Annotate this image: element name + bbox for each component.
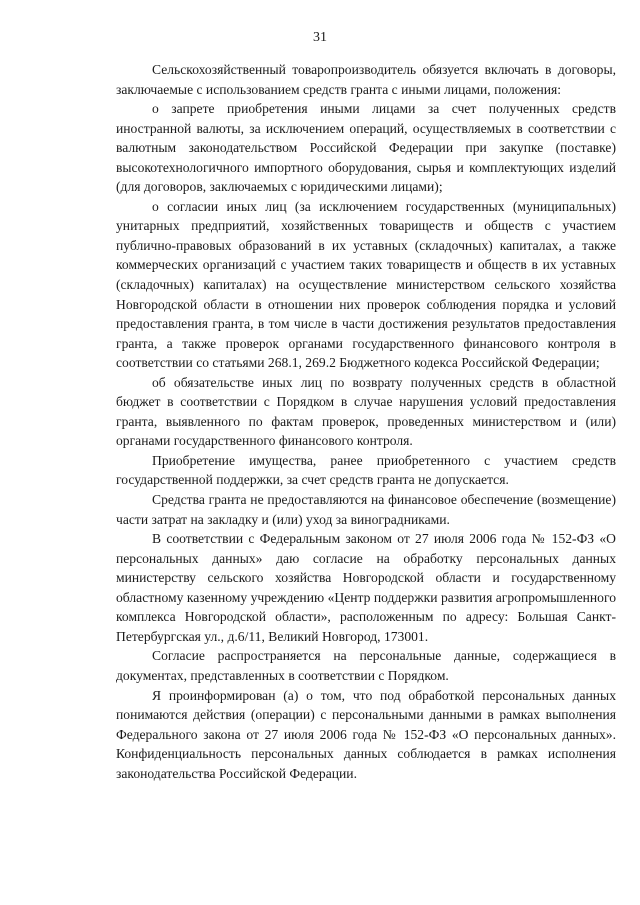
paragraph-vineyard-exclusion: Средства гранта не предоставляются на финансовое обеспечение (возмещение) части затрат на закладку и (или) уход за виноградниками. [116, 492, 616, 527]
paragraph-currency-ban: о запрете приобретения иными лицами за счет полученных средств иностранной валюты, за исключением операций, осуществляемых в соответствии с валютным законодательством Российской Федерации при закупке (поставке) высокотехнологичного импортного оборудования, сырья и комплектующих изделий (для договоров, заключаемых с юридическими лицами); [116, 101, 616, 195]
paragraph-informed-statement: Я проинформирован (а) о том, что под обработкой персональных данных понимаются действия (операции) с персональными данными в рамках выполнения Федерального закона от 27 июля 2006 года № 152-ФЗ «О персональных данных». Конфиденциальность персональных данных соблюдается в рамках исполнения законодательства Российской Федерации. [116, 687, 616, 781]
paragraph-consent-scope: Согласие распространяется на персональные данные, содержащиеся в документах, представленных в соответствии с Порядком. [116, 648, 616, 683]
paragraph-property-restriction: Приобретение имущества, ранее приобретенного с участием средств государственной поддержки, за счет средств гранта не допускается. [116, 452, 616, 488]
document-body [116, 60, 616, 783]
paragraph-refund-obligation: об обязательстве иных лиц по возврату полученных средств в областной бюджет в соответствии с Порядком в случае нарушения условий предоставления гранта, выявленного по фактам проверок, проведенных министерством и (или) органами государственного финансового контроля. [116, 374, 616, 449]
paragraph-obligation-intro: Сельскохозяйственный товаропроизводитель обязуется включать в договоры, заключаемые с использованием средств гранта с иными лицами, положения: [116, 62, 616, 97]
paragraph-personal-data-consent: В соответствии с Федеральным законом от 27 июля 2006 года № 152-ФЗ «О персональных данных» даю согласие на обработку персональных данных министерству сельского хозяйства Новгородской области и государственному областному казенному учреждению «Центр поддержки развития агропромышленного комплекса Новгородской области», расположенным по адресу: Большая Санкт-Петербургская ул., д.6/11, Великий Новгород, 173001. [116, 531, 616, 644]
paragraph-inspection-consent: о согласии иных лиц (за исключением государственных (муниципальных) унитарных предприятий, хозяйственных товариществ и обществ с участием публично-правовых образований в их уставных (складочных) капиталах, а также коммерческих организаций с участием таких товариществ и обществ в их уставных (складочных) капиталах) на осуществление министерством сельского хозяйства Новгородской области в отношении них проверок соблюдения порядка и условий предоставления гранта, в том числе в части достижения результатов предоставления гранта, а также проверок органами государственного финансового контроля в соответствии со статьями 268.1, 269.2 Бюджетного кодекса Российской Федерации; [116, 198, 616, 371]
page-number: 31 [313, 30, 327, 45]
